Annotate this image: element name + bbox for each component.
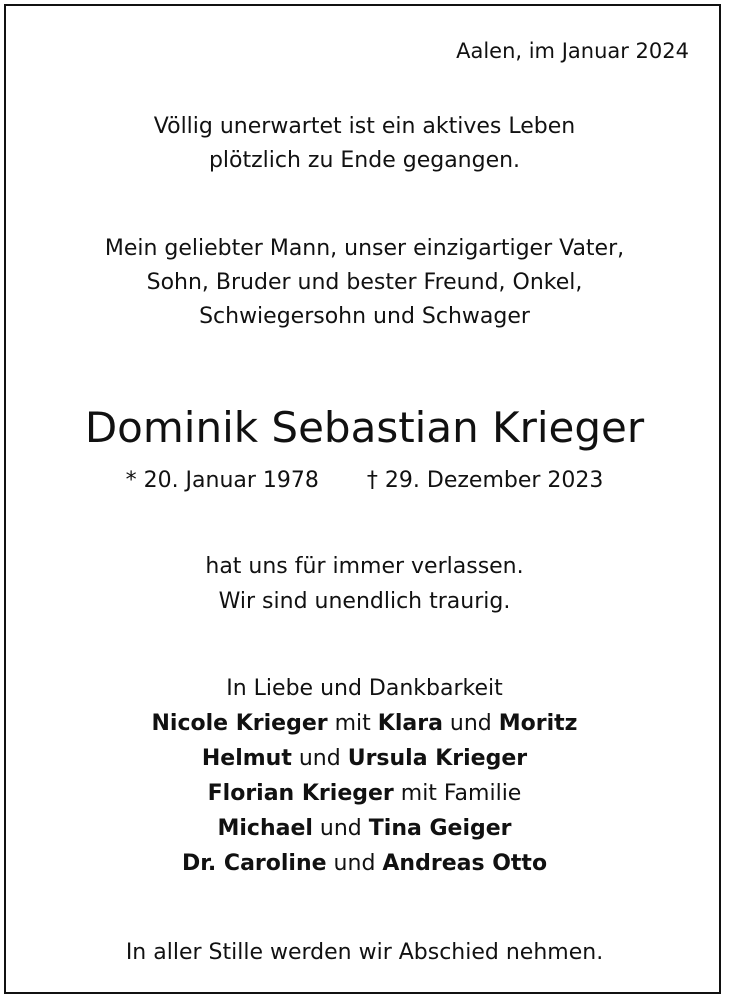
closing-line: In aller Stille werden wir Abschied nehmen.	[125, 940, 604, 965]
mourner-name: Andreas Otto	[382, 851, 548, 876]
deceased-name: Dominik Sebastian Krieger	[84, 403, 645, 452]
mourner-name: Michael	[217, 816, 313, 841]
place-date: Aalen, im Januar 2024	[456, 39, 689, 63]
relation-line-3: Schwiegersohn und Schwager	[199, 304, 530, 329]
mourner-connector: und	[291, 746, 348, 771]
mourners-heading: In Liebe und Dankbarkeit	[226, 676, 503, 701]
birth-date: * 20. Januar 1978	[125, 468, 319, 493]
mourner-connector: und	[326, 851, 383, 876]
message-line-2: Wir sind unendlich traurig.	[218, 589, 511, 614]
mourner-name: Tina Geiger	[368, 816, 512, 841]
mourner-connector: mit	[327, 711, 378, 736]
message-line-1: hat uns für immer verlassen.	[205, 554, 524, 579]
mourner-name: Dr. Caroline	[181, 851, 327, 876]
mourner-name: Helmut	[201, 746, 292, 771]
mourner-name: Klara	[377, 711, 443, 736]
life-dates	[0, 466, 729, 496]
relation-line-2: Sohn, Bruder und bester Freund, Onkel,	[146, 270, 583, 295]
mourner-row	[0, 744, 729, 774]
mourner-row	[0, 849, 729, 879]
mourner-name: Moritz	[498, 711, 578, 736]
death-date: † 29. Dezember 2023	[366, 468, 604, 493]
mourner-row	[0, 709, 729, 739]
intro-line-1: Völlig unerwartet ist ein aktives Leben	[153, 114, 576, 139]
relation-line-1: Mein geliebter Mann, unser einzigartiger Vater,	[104, 236, 625, 261]
mourner-row	[0, 779, 729, 809]
intro-line-2: plötzlich zu Ende gegangen.	[208, 148, 521, 173]
mourner-connector: mit Familie	[393, 781, 522, 806]
mourner-name: Nicole Krieger	[151, 711, 328, 736]
mourner-name: Ursula Krieger	[347, 746, 528, 771]
mourner-connector: und	[312, 816, 369, 841]
mourner-row	[0, 814, 729, 844]
mourner-connector: und	[442, 711, 499, 736]
mourner-name: Florian Krieger	[207, 781, 394, 806]
